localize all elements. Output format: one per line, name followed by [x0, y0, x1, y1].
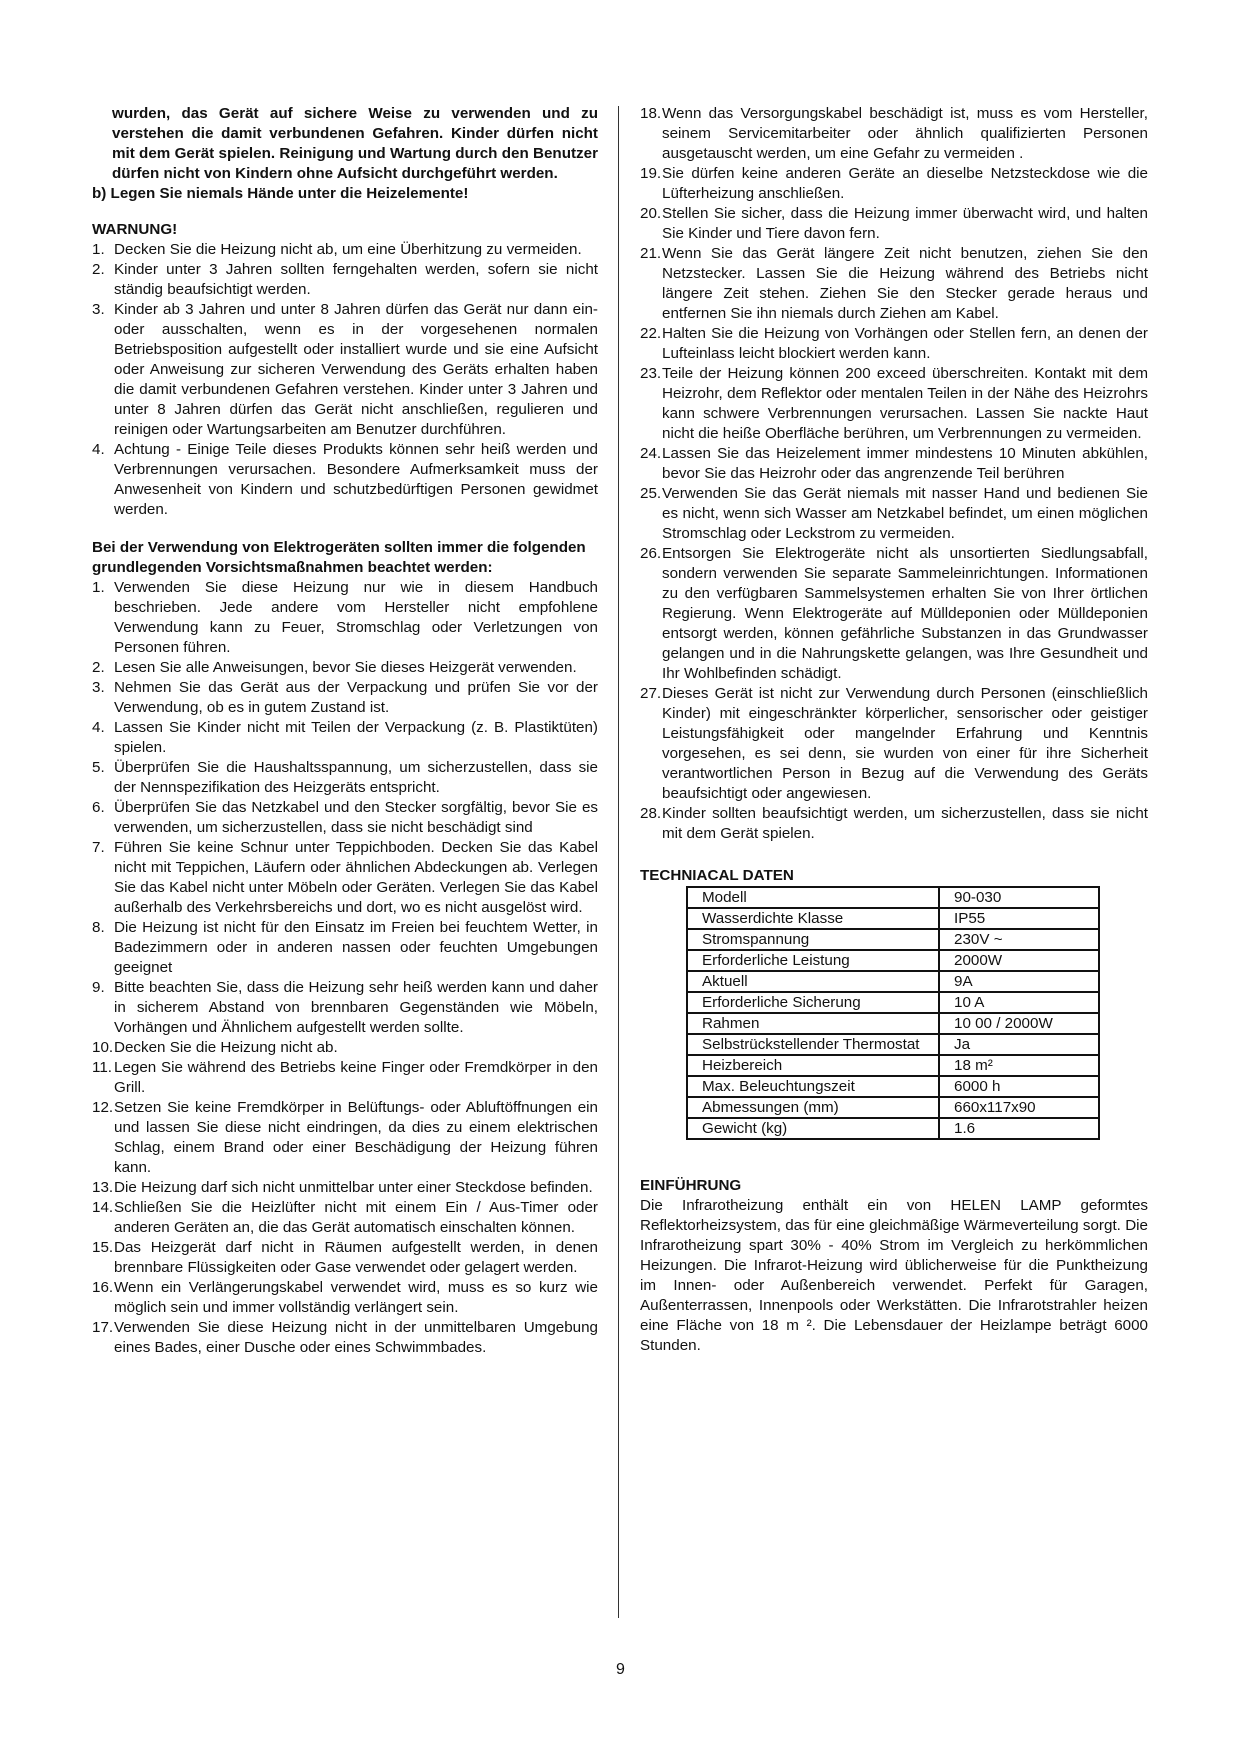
warning-heading: WARNUNG!	[92, 221, 178, 238]
specs-table	[686, 886, 1100, 1140]
table-row: Abmessungen (mm) 660x117x90	[687, 1097, 1099, 1118]
safety-list-continued	[640, 104, 1148, 844]
intro-paragraph: Die Infrarotheizung enthält ein von HELEN LAMP geformtes Reflektorheizsystem, das für eine gleichmäßige Wärmeverteilung sorgt. Die Infrarotheizung spart 30% - 40% Strom im Vergleich zu herkömmlichen Heizungen. Die Infrarot-Heizung wird üblicherweise für die Punktheizung im Innen- oder Außenbereich verwendet. Perfekt für Garagen, Außenterrassen, Innenpools oder Werkstätten. Die Infrarotstrahler heizen eine Fläche von 18 m ². Die Lebensdauer der Heizlampe beträgt 6000 Stunden.	[640, 1197, 1148, 1354]
list-item: 13. Die Heizung darf sich nicht unmittelbar unter einer Steckdose befinden.	[92, 1179, 593, 1196]
list-item: 3. Nehmen Sie das Gerät aus der Verpackung und prüfen Sie vor der Verwendung, ob es in gutem Zustand ist.	[92, 679, 598, 716]
left-column	[92, 104, 598, 1358]
list-item: 8. Die Heizung ist nicht für den Einsatz im Freien bei feuchtem Wetter, in Badezimmern oder in anderen nassen oder feuchten Umgebungen geeignet	[92, 919, 598, 976]
intro-heading: EINFÜHRUNG	[640, 1177, 742, 1194]
list-item: 24. Lassen Sie das Heizelement immer mindestens 10 Minuten abkühlen, bevor Sie das Heizrohr oder das angrenzende Teil berühren	[640, 445, 1148, 482]
list-item: 15. Das Heizgerät darf nicht in Räumen aufgestellt werden, in denen brennbare Flüssigkeiten oder Gase verwendet oder gelagert werden.	[92, 1239, 598, 1276]
page-number: 9	[616, 1661, 625, 1678]
safety-heading: Bei der Verwendung von Elektrogeräten sollten immer die folgenden grundlegenden Vorsichtsmaßnahmen beachtet werden:	[92, 539, 586, 576]
list-item: 19. Sie dürfen keine anderen Geräte an dieselbe Netzsteckdose wie die Lüfterheizung anschließen.	[640, 165, 1148, 202]
list-item: 4. Achtung - Einige Teile dieses Produkts können sehr heiß werden und Verbrennungen verursachen. Besondere Aufmerksamkeit muss der Anwesenheit von Kindern und schutzbedürftigen Personen gewidmet werden.	[92, 441, 598, 518]
table-row: Aktuell 9A	[687, 971, 1099, 992]
list-item: 20. Stellen Sie sicher, dass die Heizung immer überwacht wird, und halten Sie Kinder und Tiere davon fern.	[640, 205, 1148, 242]
table-row: Heizbereich 18 m²	[687, 1055, 1099, 1076]
item-b: b) Legen Sie niemals Hände unter die Heizelemente!	[92, 185, 469, 202]
list-item: 5. Überprüfen Sie die Haushaltsspannung, um sicherzustellen, dass sie der Nennspezifikation des Heizgeräts entspricht.	[92, 759, 598, 796]
list-item: 26. Entsorgen Sie Elektrogeräte nicht als unsortierten Siedlungsabfall, sondern verwenden Sie separate Sammeleinrichtungen. Informationen zu den verfügbaren Sammelsystemen erhalten Sie von Ihrer örtlichen Regierung. Wenn Elektrogeräte auf Mülldeponien oder Mülldeponien entsorgt werden, können gefährliche Substanzen in das Grundwasser gelangen und in die Nahrungskette gelangen, was Ihre Gesundheit und Ihr Wohlbefinden schädigt.	[640, 545, 1148, 682]
table-row: Stromspannung 230V ~	[687, 929, 1099, 950]
list-item: 7. Führen Sie keine Schnur unter Teppichboden. Decken Sie das Kabel nicht mit Teppichen, Läufern oder ähnlichen Abdeckungen ab. Verlegen Sie das Kabel nicht unter Möbeln oder Geräten. Verlegen Sie das Kabel außerhalb des Verkehrsbereichs und dort, wo es nicht ausgelöst wird.	[92, 839, 598, 916]
list-item: 18. Wenn das Versorgungskabel beschädigt ist, muss es vom Hersteller, seinem Servicemitarbeiter oder ähnlich qualifizierten Personen ausgetauscht werden, um eine Gefahr zu vermeiden .	[640, 105, 1148, 162]
list-item: 16. Wenn ein Verlängerungskabel verwendet wird, muss es so kurz wie möglich sein und immer vollständig verlängert sein.	[92, 1279, 598, 1316]
table-row: Erforderliche Leistung 2000W	[687, 950, 1099, 971]
table-row: Wasserdichte Klasse IP55	[687, 908, 1099, 929]
table-row: Erforderliche Sicherung 10 A	[687, 992, 1099, 1013]
column-divider	[618, 106, 619, 1618]
table-row: Selbstrückstellender Thermostat Ja	[687, 1034, 1099, 1055]
intro-bold-paragraph: wurden, das Gerät auf sichere Weise zu verwenden und zu verstehen die damit verbundenen Gefahren. Kinder dürfen nicht mit dem Gerät spielen. Reinigung und Wartung durch den Benutzer dürfen nicht von Kindern ohne Aufsicht durchgeführt werden.	[112, 105, 598, 182]
table-row: Rahmen 10 00 / 2000W	[687, 1013, 1099, 1034]
list-item: 27. Dieses Gerät ist nicht zur Verwendung durch Personen (einschließlich Kinder) mit eingeschränkter körperlicher, sensorischer oder geistiger Leistungsfähigkeit oder mangelnder Erfahrung und Kenntnis vorgesehen, es sei denn, sie wurden von einer für ihre Sicherheit verantwortlichen Person in Bezug auf die Verwendung des Geräts beaufsichtigt oder angewiesen.	[640, 685, 1148, 802]
table-row: Gewicht (kg) 1.6	[687, 1118, 1099, 1139]
list-item: 9. Bitte beachten Sie, dass die Heizung sehr heiß werden kann und daher in sicherem Abstand von brennbaren Gegenständen wie Möbeln, Vorhängen und Ähnlichem aufgestellt werden sollte.	[92, 979, 598, 1036]
list-item: 11. Legen Sie während des Betriebs keine Finger oder Fremdkörper in den Grill.	[92, 1059, 598, 1096]
list-item: 12. Setzen Sie keine Fremdkörper in Belüftungs- oder Abluftöffnungen ein und lassen Sie diese nicht eindringen, da dies zu einem elektrischen Schlag, einem Brand oder einer Beschädigung der Heizung führen kann.	[92, 1099, 598, 1176]
list-item: 21. Wenn Sie das Gerät längere Zeit nicht benutzen, ziehen Sie den Netzstecker. Lassen Sie die Heizung während des Betriebs nicht längere Zeit stehen. Ziehen Sie den Stecker gerade heraus und entfernen Sie ihn niemals durch Ziehen am Kabel.	[640, 245, 1148, 322]
list-item: 14. Schließen Sie die Heizlüfter nicht mit einem Ein / Aus-Timer oder anderen Geräten an, die das Gerät automatisch einschalten können.	[92, 1199, 598, 1236]
right-column	[640, 104, 1148, 1356]
list-item: 17. Verwenden Sie diese Heizung nicht in der unmittelbaren Umgebung eines Bades, einer Dusche oder eines Schwimmbades.	[92, 1319, 598, 1356]
list-item: 1. Decken Sie die Heizung nicht ab, um eine Überhitzung zu vermeiden.	[92, 241, 582, 258]
table-row: Modell 90-030	[687, 887, 1099, 908]
safety-list	[92, 578, 598, 1358]
list-item: 2. Lesen Sie alle Anweisungen, bevor Sie dieses Heizgerät verwenden.	[92, 659, 577, 676]
list-item: 10. Decken Sie die Heizung nicht ab.	[92, 1039, 338, 1056]
list-item: 25. Verwenden Sie das Gerät niemals mit nasser Hand und bedienen Sie es nicht, wenn sich Wasser am Netzkabel befindet, um einen möglichen Stromschlag oder Leckstrom zu vermeiden.	[640, 485, 1148, 542]
list-item: 3. Kinder ab 3 Jahren und unter 8 Jahren dürfen das Gerät nur dann ein- oder ausschalten, wenn es in der vorgesehenen normalen Betriebsposition aufgestellt oder installiert wurde und sie eine Aufsicht oder Anweisung zur sicheren Verwendung des Geräts erhalten haben die damit verbundenen Gefahren verstehen. Kinder unter 3 Jahren und unter 8 Jahren dürfen das Gerät nicht anschließen, regulieren und reinigen oder Wartungsarbeiten am Benutzer durchführen.	[92, 301, 598, 438]
list-item: 22. Halten Sie die Heizung von Vorhängen oder Stellen fern, an denen der Lufteinlass leicht blockiert werden kann.	[640, 325, 1148, 362]
list-item: 4. Lassen Sie Kinder nicht mit Teilen der Verpackung (z. B. Plastiktüten) spielen.	[92, 719, 598, 756]
specs-heading: TECHNIACAL DATEN	[640, 867, 794, 884]
table-row: Max. Beleuchtungszeit 6000 h	[687, 1076, 1099, 1097]
list-item: 1. Verwenden Sie diese Heizung nur wie in diesem Handbuch beschrieben. Jede andere vom Hersteller nicht empfohlene Verwendung kann zu Feuer, Stromschlag oder Verletzungen von Personen führen.	[92, 579, 598, 656]
list-item: 23. Teile der Heizung können 200 exceed überschreiten. Kontakt mit dem Heizrohr, dem Reflektor oder mentalen Teilen in der Nähe des Heizrohrs kann schwere Verbrennungen verursachen. Lassen Sie nackte Haut nicht die heiße Oberfläche berühren, um Verbrennungen zu vermeiden.	[640, 365, 1148, 442]
list-item: 2. Kinder unter 3 Jahren sollten ferngehalten werden, sofern sie nicht ständig beaufsichtigt werden.	[92, 261, 598, 298]
list-item: 28. Kinder sollten beaufsichtigt werden, um sicherzustellen, dass sie nicht mit dem Gerät spielen.	[640, 805, 1148, 842]
warning-list	[92, 240, 598, 520]
list-item: 6. Überprüfen Sie das Netzkabel und den Stecker sorgfältig, bevor Sie es verwenden, um sicherzustellen, dass sie nicht beschädigt sind	[92, 799, 598, 836]
